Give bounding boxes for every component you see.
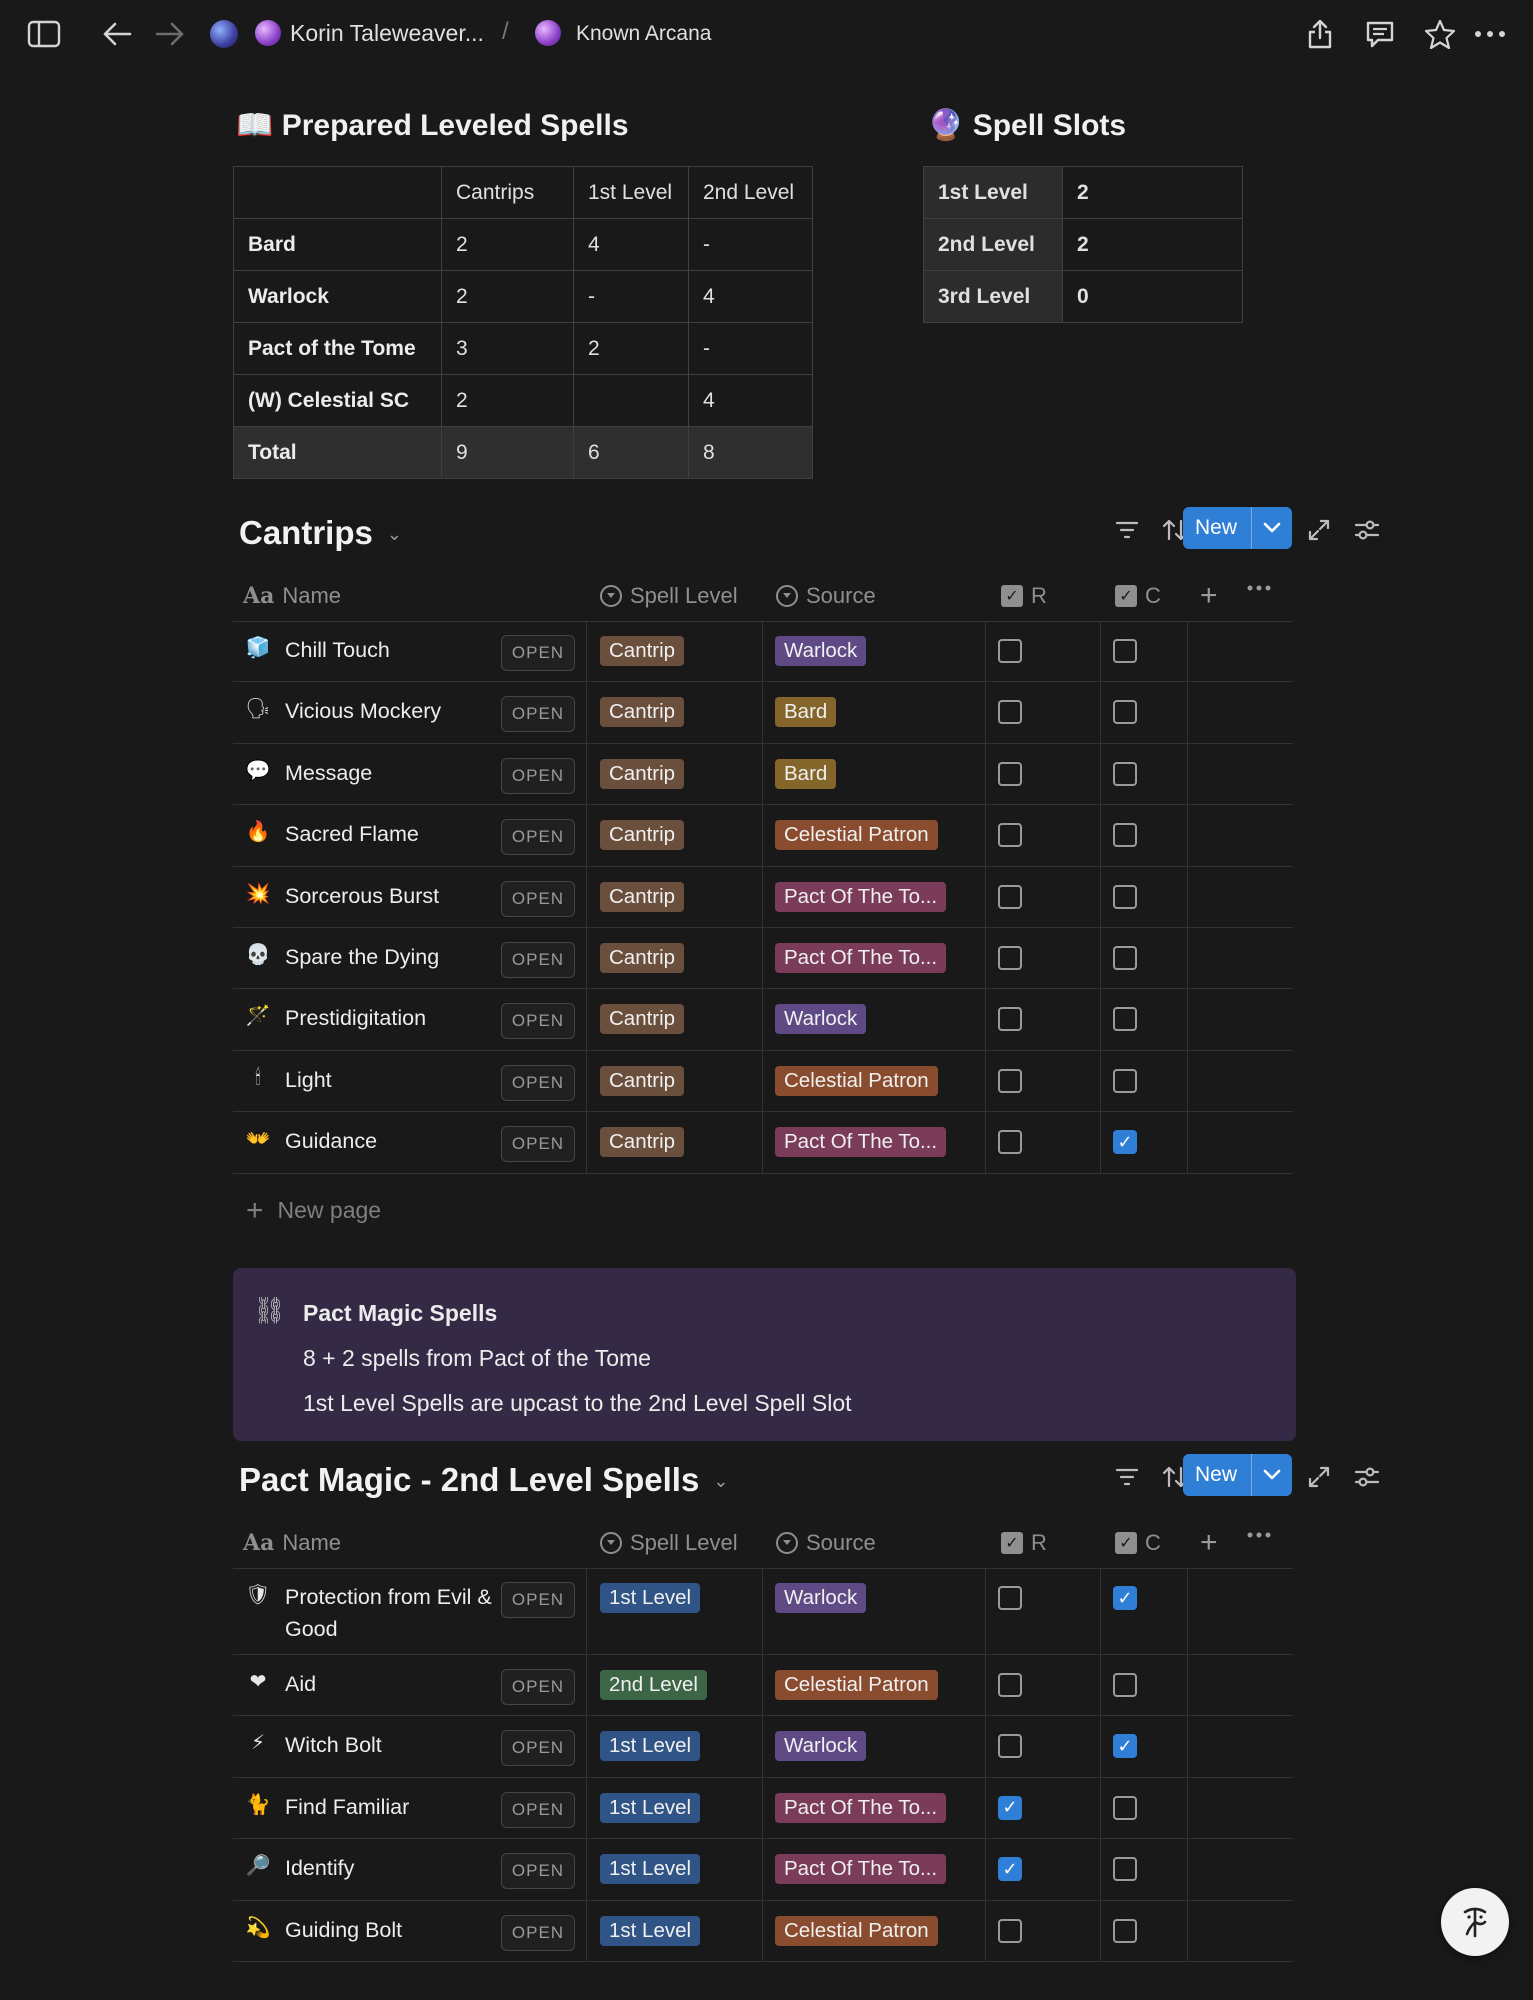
r-checkbox[interactable] (998, 1734, 1022, 1758)
spell-level-tag[interactable]: 1st Level (600, 1854, 700, 1884)
column-divider (985, 621, 986, 1174)
spell-name[interactable] (285, 1581, 505, 1645)
source-tag[interactable]: Pact Of The To... (775, 1793, 946, 1823)
chain-icon: ⛓ (253, 1296, 287, 1326)
spell-name[interactable] (285, 1791, 505, 1823)
select-property-icon (600, 585, 622, 607)
spell-name[interactable] (285, 634, 505, 666)
spell-emoji-icon: 💥 (245, 880, 271, 905)
spell-name-text: Message (285, 760, 373, 785)
book-icon: 📖 (236, 108, 274, 143)
settings-sliders-icon[interactable] (1350, 1460, 1384, 1494)
c-checkbox[interactable] (1113, 1796, 1137, 1820)
c-checkbox[interactable] (1113, 1919, 1137, 1943)
r-checkbox[interactable] (998, 1007, 1022, 1031)
column-header-r[interactable] (1001, 1530, 1047, 1556)
r-checkbox[interactable] (998, 1130, 1022, 1154)
select-property-icon (776, 585, 798, 607)
column-divider (586, 621, 587, 1174)
cantrips_db-title[interactable]: Cantrips (239, 514, 373, 551)
new-button[interactable] (1183, 1454, 1292, 1496)
open-button[interactable]: OPEN (501, 635, 575, 671)
r-checkbox[interactable]: ✓ (998, 1796, 1022, 1820)
prepared-total-cell: 9 (442, 427, 574, 479)
callout-title: Pact Magic Spells (303, 1300, 498, 1326)
prepared-cell: - (689, 323, 813, 375)
column-header-name[interactable] (243, 583, 341, 609)
column-divider (762, 1568, 763, 1962)
slots-label: 2nd Level (924, 219, 1063, 271)
source-tag[interactable]: Pact Of The To... (775, 882, 946, 912)
pact_db-title[interactable]: Pact Magic - 2nd Level Spells (239, 1461, 700, 1498)
spell-name-text: Sacred Flame (285, 822, 419, 847)
more-options-icon[interactable] (1470, 14, 1510, 54)
column-header-label: Source (806, 1530, 876, 1555)
r-checkbox[interactable] (998, 1586, 1022, 1610)
spell-name[interactable] (285, 941, 505, 973)
slots-row (924, 271, 1243, 323)
prepared-total-cell: 8 (689, 427, 813, 479)
open-button[interactable]: OPEN (501, 1065, 575, 1101)
prepared-row (234, 375, 813, 427)
column-header-c[interactable] (1115, 583, 1161, 609)
spell-name-text: Find Familiar (285, 1794, 410, 1819)
text-property-icon: Aa (243, 1530, 275, 1556)
column-header-label: Name (282, 583, 342, 608)
column-header-level[interactable] (600, 1530, 738, 1556)
spell-name[interactable] (285, 1668, 505, 1700)
r-checkbox[interactable] (998, 885, 1022, 909)
spell-level-tag[interactable]: Cantrip (600, 636, 684, 666)
spell-name-text: Guiding Bolt (285, 1917, 403, 1942)
c-checkbox[interactable] (1113, 639, 1137, 663)
prepared-row (234, 323, 813, 375)
r-checkbox[interactable] (998, 700, 1022, 724)
open-button[interactable]: OPEN (501, 942, 575, 978)
slots-value: 0 (1063, 271, 1243, 323)
spell-name-text: Chill Touch (285, 638, 390, 662)
spell-level-tag[interactable]: 2nd Level (600, 1670, 707, 1700)
spell-level-tag[interactable]: Cantrip (600, 882, 684, 912)
column-divider (1100, 621, 1101, 1174)
source-tag[interactable]: Warlock (775, 1583, 866, 1613)
favorite-star-icon[interactable] (1420, 14, 1460, 54)
c-checkbox[interactable] (1113, 1069, 1137, 1093)
prepared-total-row (234, 427, 813, 479)
prepared-cell: - (689, 219, 813, 271)
spell-name-text: Spare the Dying (285, 945, 440, 969)
spell-name-text: Good (285, 1617, 338, 1641)
spell-emoji-icon: ⚡ (250, 1730, 266, 1755)
top-bar (0, 0, 1533, 68)
column-divider (586, 1568, 587, 1962)
column-divider (1187, 1568, 1188, 1962)
open-button[interactable]: OPEN (501, 696, 575, 732)
spell-level-tag[interactable]: Cantrip (600, 1004, 684, 1034)
spell-level-tag[interactable]: 1st Level (600, 1731, 700, 1761)
source-tag[interactable]: Celestial Patron (775, 820, 938, 850)
open-button[interactable]: OPEN (501, 1126, 575, 1162)
filter-icon[interactable] (1110, 513, 1144, 547)
prepared-title: Prepared Leveled Spells (281, 109, 629, 142)
column-header-source[interactable] (776, 1530, 876, 1556)
prepared-row-label: Bard (234, 219, 442, 271)
checkbox-property-icon: ✓ (1001, 1532, 1023, 1554)
r-checkbox[interactable] (998, 762, 1022, 786)
spell-level-tag[interactable]: Cantrip (600, 759, 684, 789)
prepared-cell: 3 (442, 323, 574, 375)
select-property-icon (600, 1532, 622, 1554)
breadcrumb-separator: / (502, 18, 509, 45)
c-checkbox[interactable] (1113, 885, 1137, 909)
r-checkbox[interactable] (998, 946, 1022, 970)
breadcrumb-page[interactable]: Korin Taleweaver... (290, 20, 484, 46)
c-checkbox[interactable] (1113, 946, 1137, 970)
prepared-row (234, 219, 813, 271)
add-column-icon[interactable]: + (1200, 579, 1218, 612)
column-divider (985, 1568, 986, 1962)
prepared-cell: 4 (689, 271, 813, 323)
spell-name[interactable] (285, 1125, 505, 1157)
slots-heading (927, 108, 1126, 143)
prepared-cell: 4 (689, 375, 813, 427)
c-checkbox[interactable] (1113, 1857, 1137, 1881)
column-header-c[interactable] (1115, 1530, 1161, 1556)
new-page-label: New page (277, 1197, 382, 1224)
column-header-level[interactable] (600, 583, 738, 609)
open-button[interactable]: OPEN (501, 1915, 575, 1951)
spell-name-text: Prestidigitation (285, 1006, 427, 1031)
slots-value: 2 (1063, 219, 1243, 271)
column-divider (1187, 621, 1188, 1174)
chevron-down-icon[interactable]: ⌄ (713, 1471, 729, 1491)
slots-value: 2 (1063, 167, 1243, 219)
select-property-icon (776, 1532, 798, 1554)
prepared-row-label: Pact of the Tome (234, 323, 442, 375)
column-header-label: C (1145, 583, 1161, 608)
prepared-cell: 2 (442, 219, 574, 271)
column-header-label: Spell Level (630, 583, 738, 608)
share-icon[interactable] (1300, 14, 1340, 54)
spell-name-text: Witch Bolt (285, 1733, 382, 1758)
c-checkbox[interactable]: ✓ (1113, 1130, 1137, 1154)
open-button[interactable]: OPEN (501, 758, 575, 794)
chevron-down-icon[interactable]: ⌄ (386, 524, 402, 544)
source-tag[interactable]: Celestial Patron (775, 1066, 938, 1096)
crystal-ball-icon[interactable] (255, 20, 281, 46)
r-checkbox[interactable] (998, 1673, 1022, 1697)
chevron-down-icon[interactable] (1252, 522, 1292, 534)
checkbox-property-icon: ✓ (1001, 585, 1023, 607)
open-button[interactable]: OPEN (501, 881, 575, 917)
spell-emoji-icon: 🔥 (245, 819, 271, 844)
prepared-cell: 2 (442, 375, 574, 427)
open-button[interactable]: OPEN (501, 1730, 575, 1766)
open-button[interactable]: OPEN (501, 1792, 575, 1828)
callout-line-2: 1st Level Spells are upcast to the 2nd Level Spell Slot (303, 1390, 852, 1416)
slots-label: 1st Level (924, 167, 1063, 219)
source-tag[interactable]: Celestial Patron (775, 1670, 938, 1700)
slots-row (924, 219, 1243, 271)
spell-emoji-icon: 👐 (245, 1126, 271, 1151)
spell-name[interactable] (285, 1002, 505, 1034)
slots-row (924, 167, 1243, 219)
column-header-name[interactable] (243, 1530, 341, 1556)
prepared-header-2nd: 2nd Level (689, 167, 813, 219)
c-checkbox[interactable] (1113, 1673, 1137, 1697)
prepared-total-cell: 6 (574, 427, 689, 479)
sidebar-toggle-icon[interactable] (24, 14, 64, 54)
prepared-header-cantrips: Cantrips (442, 167, 574, 219)
column-header-source[interactable] (776, 583, 876, 609)
prepared-table (233, 166, 813, 479)
spell-emoji-icon: ❤ (249, 1669, 267, 1693)
column-header-label: Name (282, 1530, 342, 1555)
c-checkbox[interactable] (1113, 823, 1137, 847)
spell-name[interactable] (285, 1852, 505, 1884)
open-button[interactable]: OPEN (501, 1003, 575, 1039)
new-button-label[interactable]: New (1183, 507, 1252, 549)
checkbox-property-icon: ✓ (1115, 585, 1137, 607)
prepared-header-row (234, 167, 813, 219)
r-checkbox[interactable] (998, 1069, 1022, 1093)
spell-level-tag[interactable]: 1st Level (600, 1793, 700, 1823)
c-checkbox[interactable]: ✓ (1113, 1586, 1137, 1610)
prepared-total-label: Total (234, 427, 442, 479)
spell-emoji-icon: 🧊 (245, 635, 271, 659)
column-header-label: R (1031, 583, 1047, 608)
new-button[interactable] (1183, 507, 1292, 549)
source-tag[interactable]: Warlock (775, 636, 866, 666)
prepared-row-label: (W) Celestial SC (234, 375, 442, 427)
open-button[interactable]: OPEN (501, 819, 575, 855)
spell-emoji-icon: 🛡 (245, 1582, 271, 1606)
prepared-header-1st: 1st Level (574, 167, 689, 219)
add-column-icon[interactable]: + (1200, 1526, 1218, 1559)
spell-name-text: Aid (285, 1672, 317, 1696)
slots-table (923, 166, 1243, 323)
spell-name-text: Light (285, 1067, 332, 1092)
spell-name[interactable] (285, 1064, 505, 1096)
spell-name[interactable] (285, 1914, 505, 1946)
spell-emoji-icon: 💫 (245, 1914, 271, 1939)
prepared-cell (574, 375, 689, 427)
more-options-icon[interactable] (1247, 585, 1271, 591)
text-property-icon: Aa (243, 583, 275, 609)
spell-level-tag[interactable]: 1st Level (600, 1916, 700, 1946)
plus-icon: + (246, 1193, 264, 1227)
expand-icon[interactable] (1302, 1460, 1336, 1494)
chevron-down-icon[interactable] (1252, 1469, 1292, 1481)
open-button[interactable]: OPEN (501, 1669, 575, 1705)
c-checkbox[interactable]: ✓ (1113, 1734, 1137, 1758)
r-checkbox[interactable]: ✓ (998, 1857, 1022, 1881)
pact-magic-callout (233, 1268, 1296, 1441)
r-checkbox[interactable] (998, 1919, 1022, 1943)
planet-icon[interactable] (210, 20, 238, 48)
column-header-label: C (1145, 1530, 1161, 1555)
settings-sliders-icon[interactable] (1350, 513, 1384, 547)
column-divider (1100, 1568, 1101, 1962)
spell-name[interactable] (285, 818, 505, 850)
spell-name-text: Protection from Evil & (285, 1585, 492, 1609)
spell-level-tag[interactable]: Cantrip (600, 820, 684, 850)
spell-level-tag[interactable]: 1st Level (600, 1583, 700, 1613)
spell-emoji-icon: 🗣 (245, 696, 271, 721)
source-tag[interactable]: Pact Of The To... (775, 943, 946, 973)
spell-name-text: Sorcerous Burst (285, 883, 440, 908)
open-button[interactable]: OPEN (501, 1582, 575, 1618)
prepared-cell: 4 (574, 219, 689, 271)
more-options-icon[interactable] (1247, 1532, 1271, 1538)
spell-level-tag[interactable]: Cantrip (600, 943, 684, 973)
prepared-cell: 2 (442, 271, 574, 323)
forward-arrow-icon[interactable] (150, 14, 190, 54)
r-checkbox[interactable] (998, 823, 1022, 847)
column-header-label: Spell Level (630, 1530, 738, 1555)
source-tag[interactable]: Bard (775, 697, 836, 727)
prepared-cell: - (574, 271, 689, 323)
expand-icon[interactable] (1302, 513, 1336, 547)
breadcrumb-current[interactable]: Known Arcana (576, 22, 712, 45)
source-tag[interactable]: Warlock (775, 1004, 866, 1034)
new-button-label[interactable]: New (1183, 1454, 1252, 1496)
prepared-cell: 2 (574, 323, 689, 375)
r-checkbox[interactable] (998, 639, 1022, 663)
spell-emoji-icon: 🪄 (245, 1003, 271, 1028)
source-tag[interactable]: Celestial Patron (775, 1916, 938, 1946)
spell-emoji-icon: 🕯 (255, 1064, 261, 1089)
spell-name-text: Guidance (285, 1129, 378, 1154)
checkbox-property-icon: ✓ (1115, 1532, 1137, 1554)
spell-name[interactable] (285, 880, 505, 912)
comments-icon[interactable] (1360, 14, 1400, 54)
spell-emoji-icon: 🔎 (245, 1853, 271, 1878)
new-page-button[interactable] (246, 1194, 381, 1228)
spell-level-tag[interactable]: Cantrip (600, 697, 684, 727)
spell-emoji-icon: 💀 (245, 942, 271, 966)
crystal-ball-icon: 🔮 (927, 108, 965, 143)
spell-level-tag[interactable]: Cantrip (600, 1127, 684, 1157)
source-tag[interactable]: Pact Of The To... (775, 1127, 946, 1157)
spell-name[interactable] (285, 757, 505, 789)
slots-title: Spell Slots (972, 109, 1127, 142)
c-checkbox[interactable] (1113, 762, 1137, 786)
c-checkbox[interactable] (1113, 1007, 1137, 1031)
column-header-label: Source (806, 583, 876, 608)
spell-name[interactable] (285, 695, 505, 727)
slots-label: 3rd Level (924, 271, 1063, 323)
spell-name[interactable] (285, 1729, 505, 1761)
column-header-r[interactable] (1001, 583, 1047, 609)
spell-name-text: Identify (285, 1856, 355, 1881)
source-tag[interactable]: Pact Of The To... (775, 1854, 946, 1884)
notion-ai-icon[interactable] (1441, 1888, 1509, 1956)
column-header-label: R (1031, 1530, 1047, 1555)
source-tag[interactable]: Bard (775, 759, 836, 789)
filter-icon[interactable] (1110, 1460, 1144, 1494)
prepared-header-empty (234, 167, 442, 219)
prepared-row-label: Warlock (234, 271, 442, 323)
prepared-row (234, 271, 813, 323)
callout-line-1: 8 + 2 spells from Pact of the Tome (303, 1345, 651, 1371)
open-button[interactable]: OPEN (501, 1853, 575, 1889)
spell-emoji-icon: 💬 (245, 757, 271, 782)
spell-level-tag[interactable]: Cantrip (600, 1066, 684, 1096)
spell-name-text: Vicious Mockery (285, 699, 442, 724)
crystal-ball-icon (535, 20, 561, 46)
source-tag[interactable]: Warlock (775, 1731, 866, 1761)
c-checkbox[interactable] (1113, 700, 1137, 724)
spell-emoji-icon: 🐈 (245, 1791, 271, 1816)
back-arrow-icon[interactable] (97, 14, 137, 54)
prepared-heading (236, 108, 629, 143)
column-divider (762, 621, 763, 1174)
